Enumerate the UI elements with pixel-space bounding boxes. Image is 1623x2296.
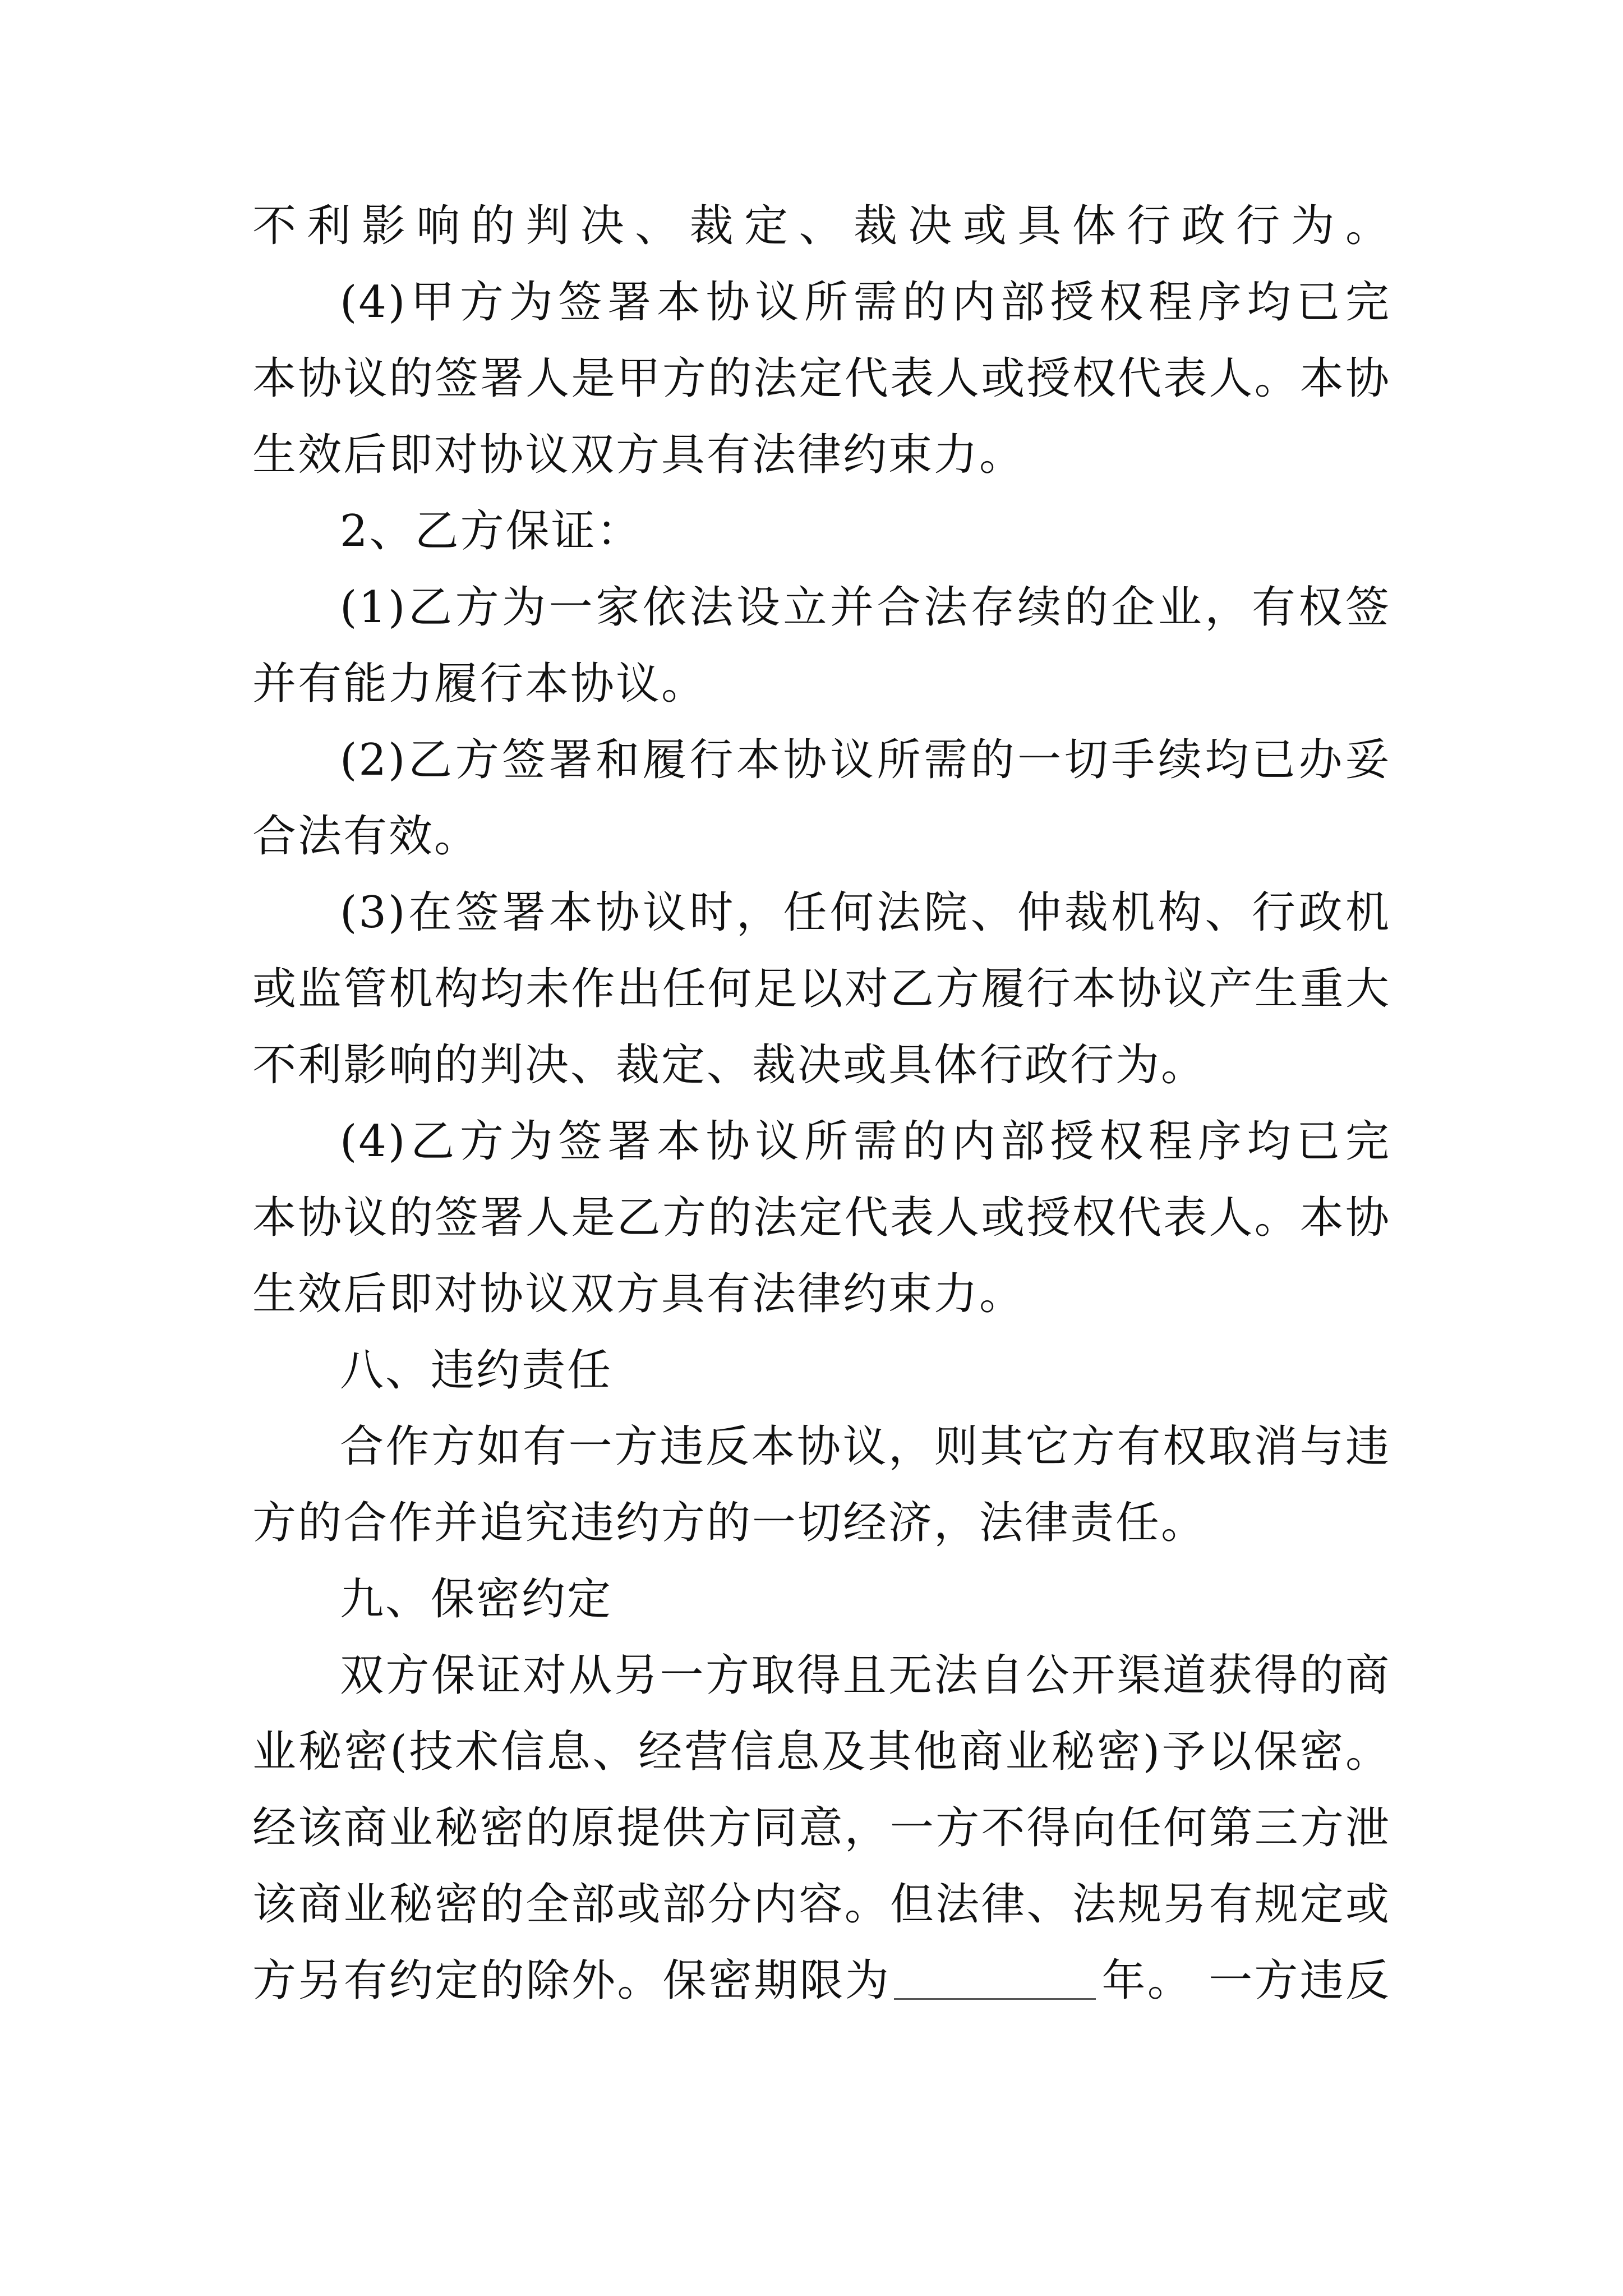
text-line: 方的合作并追究违约方的一切经济，法律责任。 [252, 1498, 1207, 1548]
document-body [252, 188, 1391, 2019]
text-line [252, 188, 1391, 264]
text-line: 不利影响的判决、裁定、裁决或具体行政行为。 [252, 201, 1391, 251]
text-line [252, 1714, 1391, 1790]
text-segment: 方另有约定的除外。保密期限为 [252, 1955, 891, 2006]
section-heading: 九、保密约定 [340, 1574, 613, 1625]
text-line: 经该商业秘密的原提供方同意，一方不得向任何第三方泄 [252, 1803, 1391, 1853]
text-line: 不利影响的判决、裁定、裁决或具体行政行为。 [252, 1040, 1207, 1091]
section-item-heading: 2、乙方保证： [340, 506, 642, 556]
text-line: 本协议的签署人是甲方的法定代表人或授权代表人。本协 [252, 353, 1391, 404]
text-line-with-blank [252, 1943, 1391, 2019]
paragraph-start [252, 875, 1391, 951]
paragraph-start [252, 1637, 1391, 1714]
text-line: 业秘密(技术信息、经营信息及其他商业秘密)予以保密。 [252, 1727, 1391, 1777]
text-line: 合法有效。 [252, 811, 480, 862]
text-segment: 年。 一方违反 [1101, 1955, 1391, 2006]
text-line [252, 951, 1391, 1027]
text-line [252, 1866, 1391, 1943]
paragraph-start [252, 1103, 1391, 1180]
paragraph-start: 双方保证对从另一方取得且无法自公开渠道获得的商 [340, 1650, 1391, 1701]
text-line: 生效后即对协议双方具有法律约束力。 [252, 1269, 1025, 1319]
fill-in-blank [894, 1954, 1096, 2000]
section-heading: 八、违约责任 [340, 1345, 613, 1396]
text-line [252, 1180, 1391, 1256]
text-line [252, 341, 1391, 417]
paragraph-start: (4)甲方为签署本协议所需的内部授权程序均已完 [340, 277, 1391, 328]
paragraph-start: (1)乙方为一家依法设立并合法存续的企业，有权签 [340, 582, 1391, 633]
paragraph-start [252, 569, 1391, 646]
paragraph-start: (2)乙方签署和履行本协议所需的一切手续均已办妥 [340, 735, 1391, 785]
text-line: 本协议的签署人是乙方的法定代表人或授权代表人。本协 [252, 1193, 1391, 1243]
paragraph-start: (4)乙方为签署本协议所需的内部授权程序均已完 [340, 1116, 1391, 1167]
text-line: 生效后即对协议双方具有法律约束力。 [252, 430, 1025, 480]
text-line: 或监管机构均未作出任何足以对乙方履行本协议产生重大 [252, 964, 1391, 1014]
paragraph-start [252, 722, 1391, 798]
text-line: 该商业秘密的全部或部分内容。但法律、法规另有规定或 [252, 1879, 1391, 1930]
text-line: 并有能力履行本协议。 [252, 659, 707, 709]
text-line [252, 1790, 1391, 1866]
paragraph-start: (3)在签署本协议时，任何法院、仲裁机构、行政机 [340, 887, 1391, 938]
paragraph-start [252, 1409, 1391, 1485]
paragraph-start [252, 264, 1391, 341]
text-line-with-blank [252, 1943, 1391, 2019]
paragraph-start: 合作方如有一方违反本协议，则其它方有权取消与违 [340, 1421, 1391, 1472]
